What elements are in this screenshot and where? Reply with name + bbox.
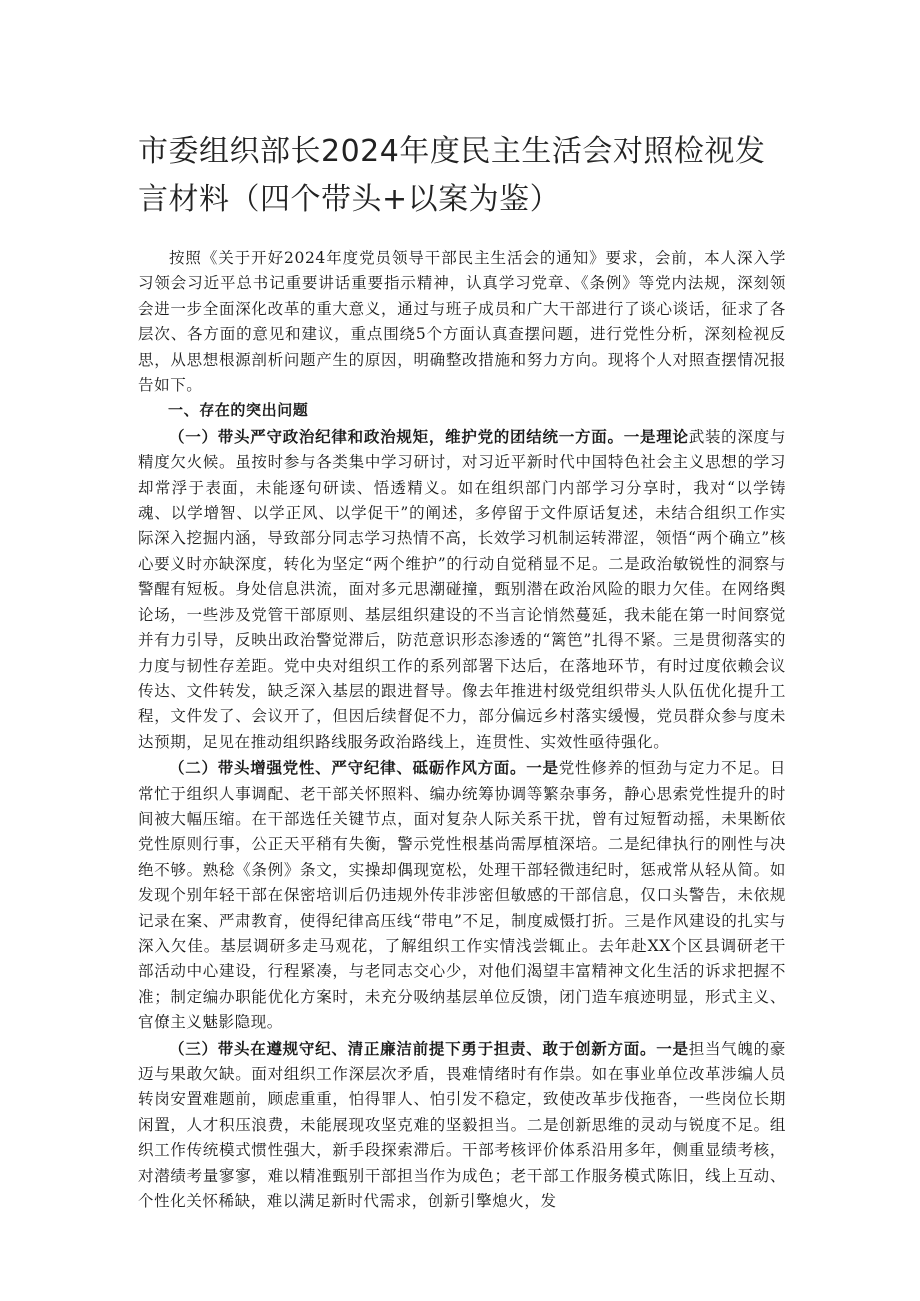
paragraph-lead: （三）带头在遵规守纪、清正廉洁前提下勇于担责、敢于创新方面。一是: [169, 1038, 689, 1058]
document-body: [138, 246, 786, 1214]
paragraph-responsibility-innovation: [138, 1036, 786, 1215]
section-heading: 一、存在的突出问题: [168, 401, 309, 420]
paragraph-text: 党性修养的恒劲与定力不足。日常忙于组织人事调配、老干部关怀照料、编办统筹协调等繁杂事务，静心思索党性提升的时间被大幅压缩。在干部选任关键节点，面对复杂人际关系干扰，曾有过短暂动摇，未果断依党性原则行事，公正天平稍有失衡，警示党性根基尚需厚植深培。二是纪律执行的刚性与决绝不够。熟稔《条例》条文，实操却偶现宽松，处理干部轻微违纪时，惩戒常从轻从简。如发现个别年轻干部在保密培训后仍违规外传非涉密但敏感的干部信息，仅口头警告，未依规记录在案、严肃教育，使得纪律高压线“带电”不足，制度威慑打折。三是作风建设的扎实与深入欠佳。基层调研多走马观花，了解组织工作实情浅尝辄止。去年赴XX个区县调研老干部活动中心建设，行程紧凑，与老同志交心少，对他们渴望丰富精神文化生活的诉求把握不准；制定编办职能优化方案时，未充分吸纳基层单位反馈，闭门造车痕迹明显，形式主义、官僚主义魅影隐现。: [138, 759, 787, 1032]
paragraph-party-spirit: [138, 755, 786, 1035]
paragraph-political-discipline: [138, 424, 786, 755]
paragraph-text: 武装的深度与精度欠火候。虽按时参与各类集中学习研讨，对习近平新时代中国特色社会主义思想的学习却常浮于表面，未能逐句研读、悟透精义。如在组织部门内部学习分享时，我对“以学铸魂、以学增智、以学正风、以学促干”的阐述，多停留于文件原话复述，未结合组织工作实际深入挖掘内涵，导致部分同志学习热情不高，长效学习机制运转滞涩，领悟“两个确立”核心要义时亦缺深度，转化为坚定“两个维护”的行动自觉稍显不足。二是政治敏锐性的洞察与警醒有短板。身处信息洪流，面对多元思潮碰撞，甄别潜在政治风险的眼力欠佳。在网络舆论场，一些涉及党管干部原则、基层组织建设的不当言论悄然蔓延，我未能在第一时间察觉并有力引导，反映出政治警觉滞后，防范意识形态渗透的“篱笆”扎得不紧。三是贯彻落实的力度与韧性存差距。党中央对组织工作的系列部署下达后，在落地环节，有时过度依赖会议传达、文件转发，缺乏深入基层的跟进督导。像去年推进村级党组织带头人队伍优化提升工程，文件发了、会议开了，但因后续督促不力，部分偏远乡村落实缓慢，党员群众参与度未达预期，足见在推动组织路线服务政治路线上，连贯性、实效性亟待强化。: [138, 427, 787, 751]
paragraph-lead: （二）带头增强党性、严守纪律、砥砺作风方面。一是: [169, 758, 559, 778]
paragraph-lead: （一）带头严守政治纪律和政治规矩，维护党的团结统一方面。一是理论: [169, 426, 689, 446]
intro-paragraph: 按照《关于开好2024年度党员领导干部民主生活会的通知》要求，会前，本人深入学习领会习近平总书记重要讲话重要指示精神，认真学习党章、《条例》等党内法规，深刻领会进一步全面深化改革的重大意义，通过与班子成员和广大干部进行了谈心谈话，征求了各层次、各方面的意见和建议，重点围绕5个方面认真查摆问题，进行党性分析，深刻检视反思，从思想根源剖析问题产生的原因，明确整改措施和努力方向。现将个人对照查摆情况报告如下。: [138, 249, 786, 395]
document-title: 市委组织部长2024年度民主生活会对照检视发言材料（四个带头+以案为鉴）: [138, 134, 766, 217]
document-page: [138, 128, 786, 1214]
paragraph-text: 担当气魄的豪迈与果敢欠缺。面对组织工作深层次矛盾，畏难情绪时有作祟。如在事业单位改革涉编人员转岗安置难题前，顾虑重重，怕得罪人、怕引发不稳定，致使改革步伐拖沓，一些岗位长期闲置，人才积压浪费，未能展现攻坚克难的坚毅担当。二是创新思维的灵动与锐度不足。组织工作传统模式惯性强大，新手段探索滞后。干部考核评价体系沿用多年，侧重显绩考核，对潜绩考量寥寥，难以精准甄别干部担当作为成色；老干部工作服务模式陈旧，线上互动、个性化关怀稀缺，难以满足新时代需求，创新引擎熄火，发: [138, 1039, 787, 1211]
